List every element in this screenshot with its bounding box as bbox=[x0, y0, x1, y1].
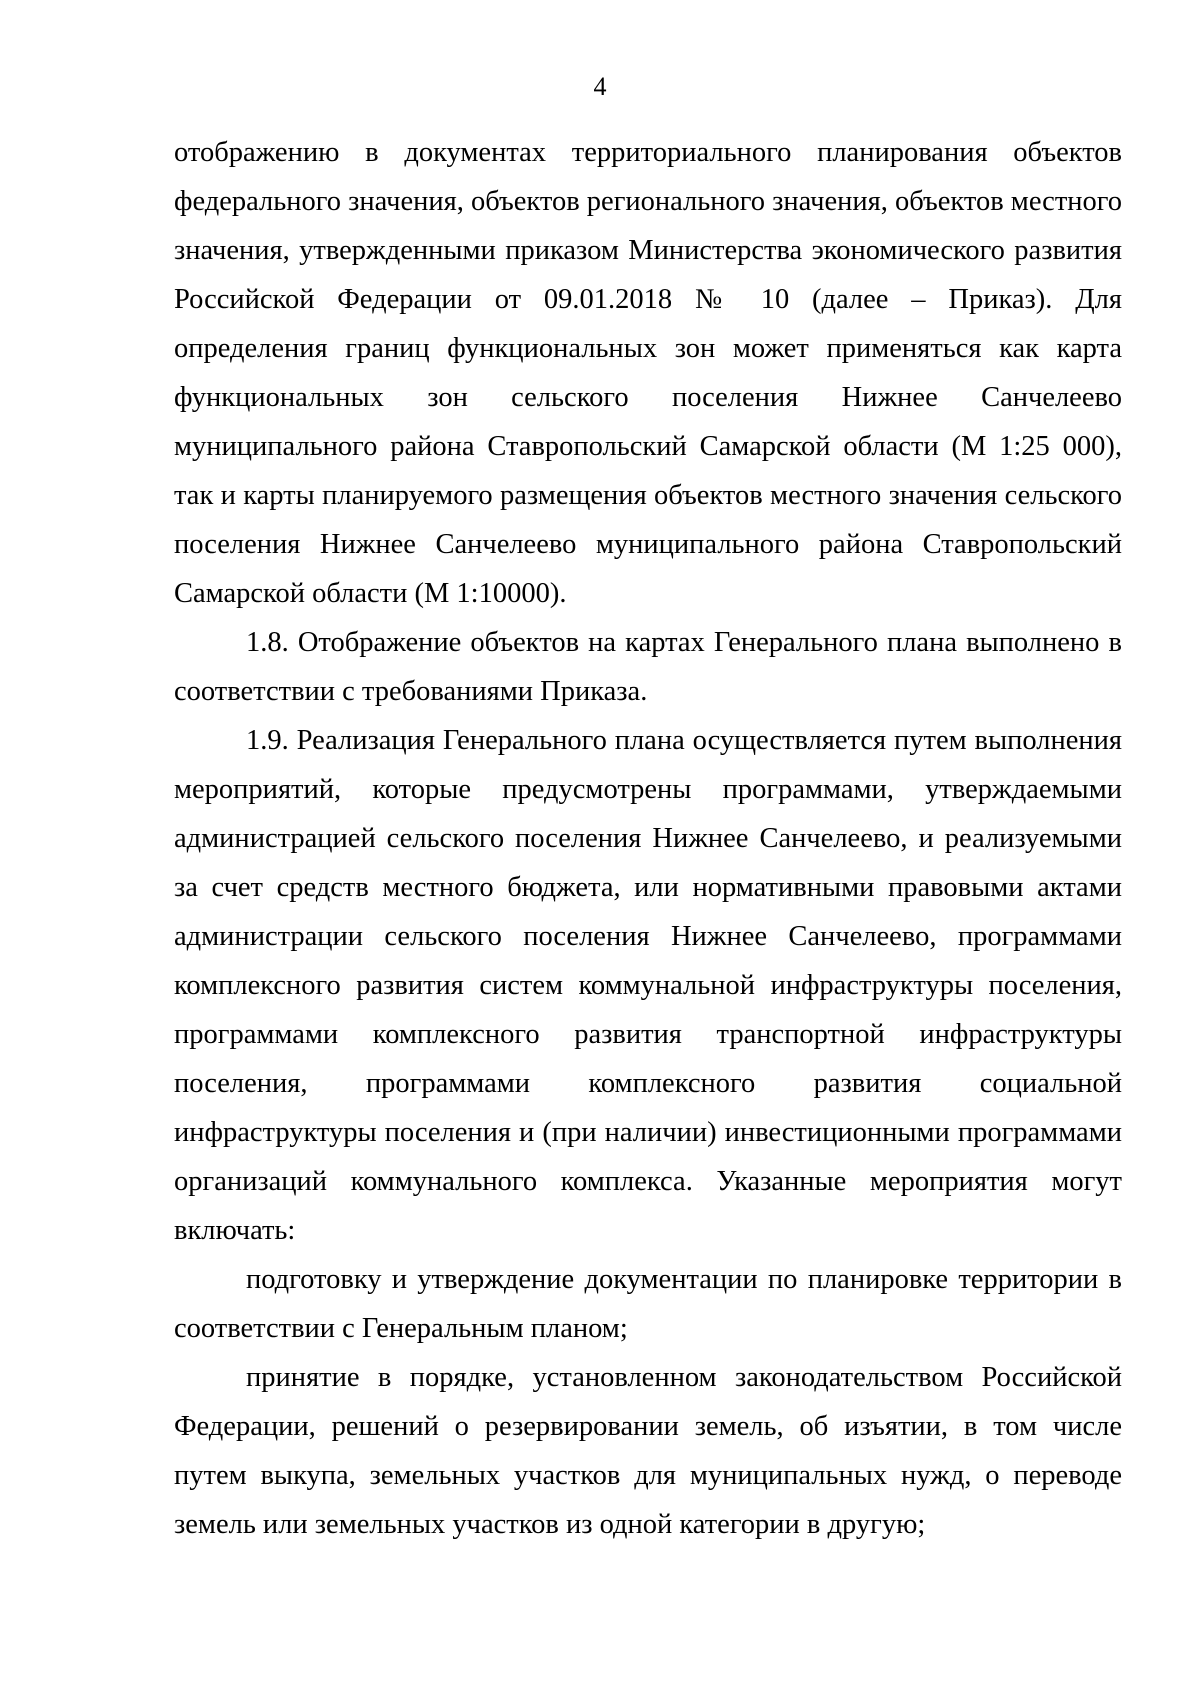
document-body bbox=[174, 128, 1122, 1549]
paragraph-measure-land-reservation: принятие в порядке, установленном законодательством Российской Федерации, решений о резервировании земель, об изъятии, в том числе путем выкупа, земельных участков для муниципальных нужд, о переводе земель или земельных участков из одной категории в другую; bbox=[174, 1362, 1122, 1540]
paragraph-1-8: 1.8. Отображение объектов на картах Генерального плана выполнено в соответствии с требованиями Приказа. bbox=[174, 627, 1122, 707]
paragraph-1-9: 1.9. Реализация Генерального плана осуществляется путем выполнения мероприятий, которые предусмотрены программами, утверждаемыми администрацией сельского поселения Нижнее Санчелеево, и реализуемыми за счет средств местного бюджета, или нормативными правовыми актами администрации сельского поселения Нижнее Санчелеево, программами комплексного развития систем коммунальной инфраструктуры поселения, программами комплексного развития транспортной инфраструктуры поселения, программами комплексного развития социальной инфраструктуры поселения и (при наличии) инвестиционными программами организаций коммунального комплекса. Указанные мероприятия могут включать: bbox=[174, 725, 1122, 1246]
page-number: 4 bbox=[593, 72, 607, 101]
paragraph-continuation: отображению в документах территориального планирования объектов федерального значения, объектов регионального значения, объектов местного значения, утвержденными приказом Министерства экономического развития Российской Федерации от 09.01.2018 № 10 (далее – Приказ). Для определения границ функциональных зон может применяться как карта функциональных зон сельского поселения Нижнее Санчелеево муниципального района Ставропольский Самарской области (М 1:25 000), так и карты планируемого размещения объектов местного значения сельского поселения Нижнее Санчелеево муниципального района Ставропольский Самарской области (М 1:10000). bbox=[174, 137, 1123, 609]
paragraph-measure-planning: подготовку и утверждение документации по планировке территории в соответствии с Генеральным планом; bbox=[174, 1264, 1122, 1344]
